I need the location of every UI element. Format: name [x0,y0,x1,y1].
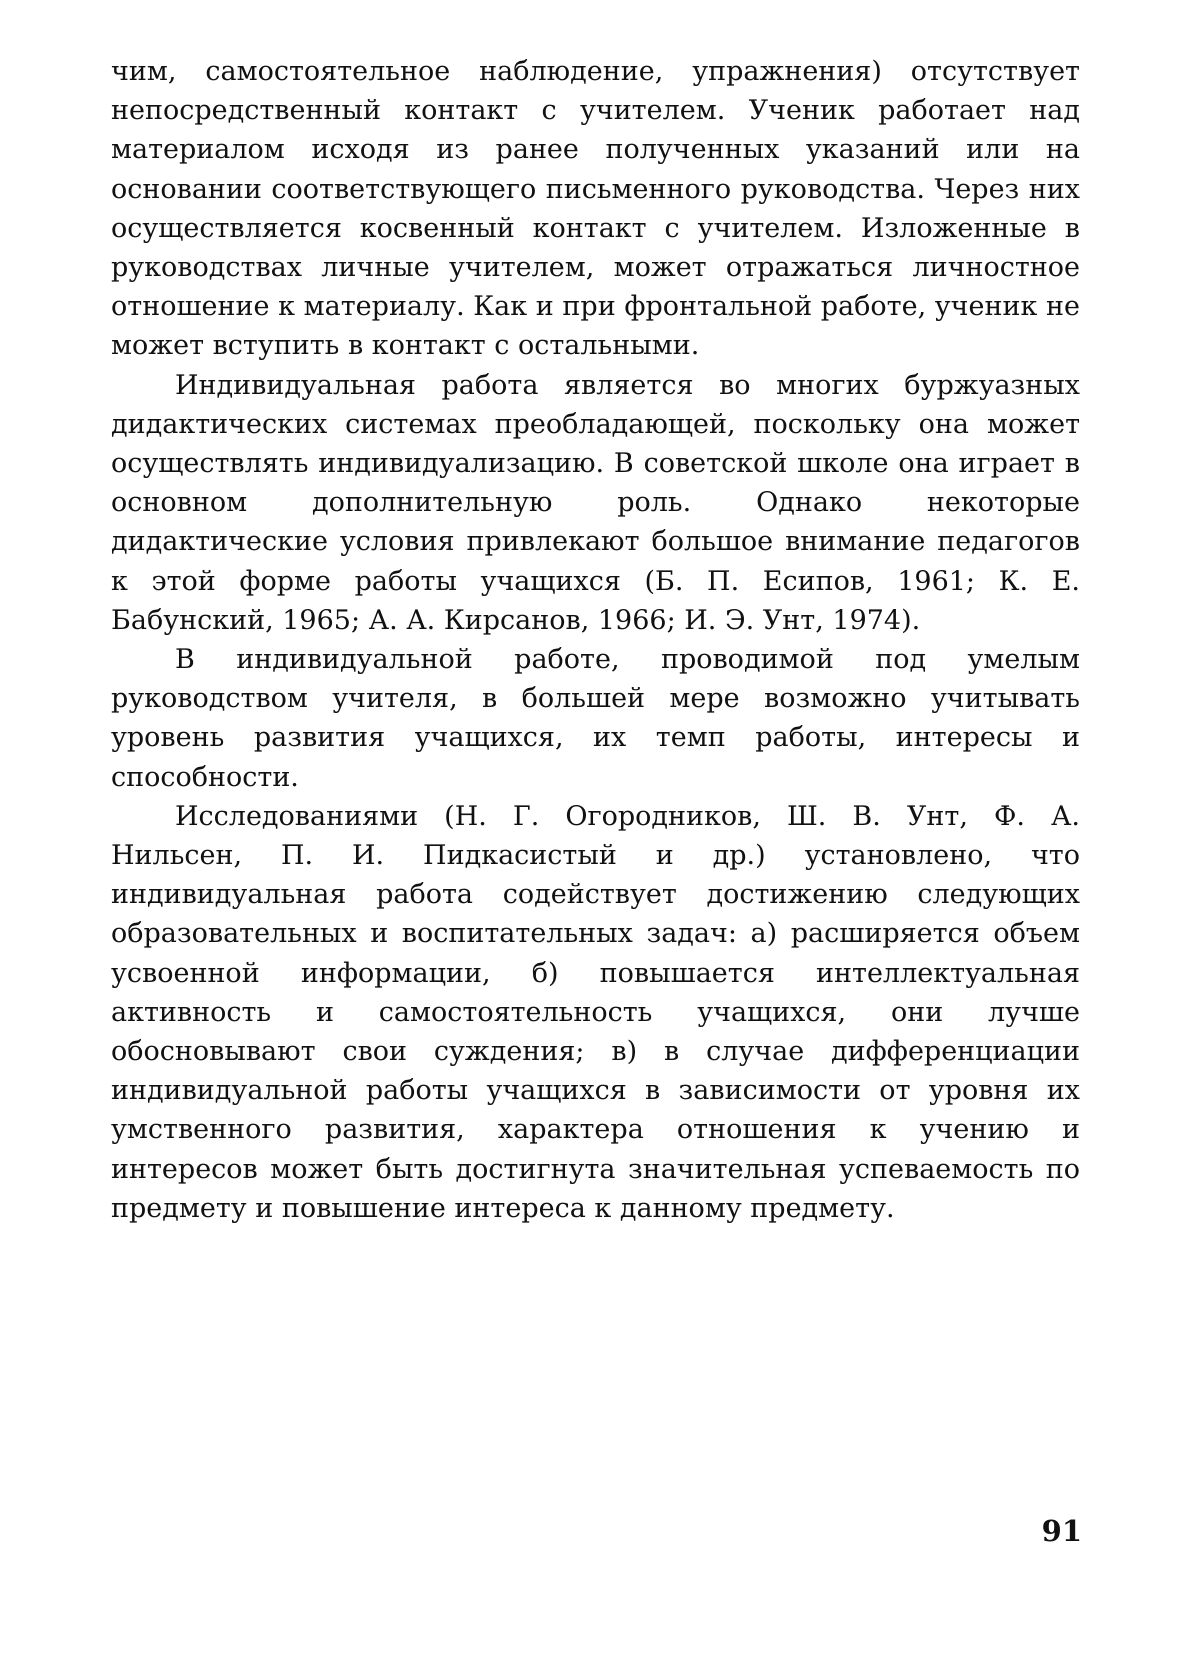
paragraph-individual-work: Индивидуальная работа является во многих буржуазных дидактических системах преобладающей, поскольку она может осуществлять индивидуализацию. В советской школе она играет в основном дополнительную роль. Однако некоторые дидактические условия привлекают большое внимание педагогов к этой форме работы учащихся (Б. П. Есипов, 1961; К. Е. Бабунский, 1965; А. А. Кирсанов, 1966; И. Э. Унт, 1974). [111,369,1080,636]
paragraph-continuation: чим, самостоятельное наблюдение, упражнения) отсутствует непосредственный контакт с учителем. Ученик работает над материалом исходя из ранее полученных указаний или на основании соответствующего письменного руководства. Через них осуществляется косвенный контакт с учителем. Изложенные в руководствах личные учителем, может отражаться личностное отношение к материалу. Как и при фронтальной работе, ученик не может вступить в контакт с остальными. [111,56,1080,362]
paragraph-teacher-guidance: В индивидуальной работе, проводимой под умелым руководством учителя, в большей мере возможно учитывать уровень развития учащихся, их темп работы, интересы и способности. [111,644,1080,793]
body-text [111,52,1080,1228]
page-number: 91 [1041,1514,1082,1548]
paragraph-research-findings: Исследованиями (Н. Г. Огородников, Ш. В. Унт, Ф. А. Нильсен, П. И. Пидкасистый и др.) установлено, что индивидуальная работа содействует достижению следующих образовательных и воспитательных задач: а) расширяется объем усвоенной информации, б) повышается интеллектуальная активность и самостоятельность учащихся, они лучше обосновывают свои суждения; в) в случае дифференциации индивидуальной работы учащихся в зависимости от уровня их умственного развития, характера отношения к учению и интересов может быть достигнута значительная успеваемость по предмету и повышение интереса к данному предмету. [111,800,1080,1224]
